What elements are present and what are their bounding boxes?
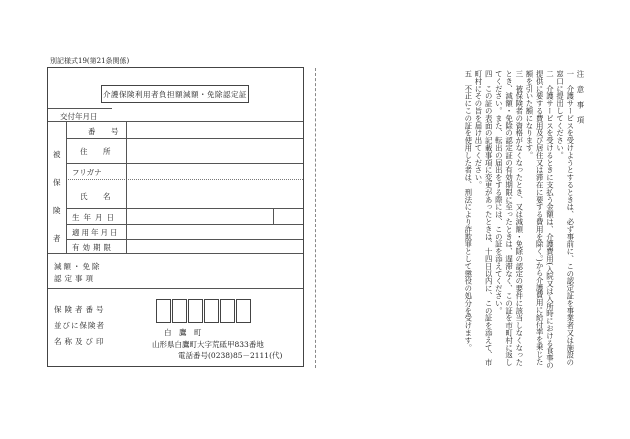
fold-line — [315, 68, 316, 368]
address-label: 住 所 — [80, 147, 115, 156]
valid-period-label: 有効期限 — [72, 243, 114, 252]
insurer-label-3: 名称及び印 — [54, 337, 107, 346]
divider — [66, 179, 303, 180]
insurer-address: 山形県白鷹町大字荒砥甲833番地 — [152, 340, 264, 349]
insurer-phone: 電話番号(0238)85－2111(代) — [178, 351, 283, 360]
insured-label-4: 者 — [53, 234, 61, 243]
insured-label-3: 険 — [53, 206, 61, 215]
notes-panel — [325, 70, 585, 370]
certificate-card — [47, 67, 304, 367]
divider — [273, 208, 274, 224]
insurer-number-box — [204, 299, 219, 323]
exemption-label-1: 減額・免除 — [54, 262, 102, 271]
card-title: 介護保険利用者負担額減額・免除認定証 — [101, 85, 249, 103]
insurer-number-box — [172, 299, 187, 323]
divider — [48, 108, 112, 109]
start-date-label: 適用年月日 — [72, 228, 120, 237]
divider — [48, 288, 303, 289]
note-item-1: 一 介護サービスを受けようとするときは、必ず事前に、この認定証を事業者又は施設の窓口に提出してください。 — [555, 70, 575, 366]
insurer-number-box — [236, 299, 251, 323]
divider — [126, 121, 127, 253]
insurer-name: 白 鷹 町 — [164, 328, 202, 337]
furigana-label: フリガナ — [72, 168, 102, 177]
note-item-5: 五 不正にこの証を使用した者は、刑法により詐欺罪として懲役の処分を受けます。 — [463, 70, 473, 352]
name-label: 氏 名 — [80, 192, 115, 201]
divider — [66, 163, 303, 164]
divider — [66, 224, 303, 225]
exemption-label-2: 認定事項 — [54, 274, 96, 283]
insured-label-1: 被 — [53, 150, 61, 159]
issue-date-label: 交付年月日 — [60, 112, 98, 121]
insured-label-2: 保 — [53, 178, 61, 187]
insurer-label-2: 並びに保険者 — [54, 321, 105, 330]
divider — [66, 208, 303, 209]
notes-title: 注意事項 — [576, 70, 585, 132]
note-item-2: 二 介護サービスを受けるときに支払う金額は、介護費用(入院又は入所時における食事の提供に要する費用及び居住又は滞在に要する費用を除く。)から介護費用に給付率を乗じた額を引いた額になります。 — [524, 70, 555, 369]
birthdate-label: 生年月日 — [72, 213, 118, 222]
divider — [66, 138, 303, 139]
form-number-heading: 別記様式19(第21条関係) — [50, 57, 130, 65]
insurer-number-box — [220, 299, 235, 323]
note-item-4: 四 この証の表面の記載事項に変更があったときは、十四日以内に、この証を添えて、市町村にその旨を届け出てください。 — [473, 70, 494, 366]
insurer-label-1: 保険者番号 — [54, 305, 107, 314]
number-label: 番 号 — [88, 127, 123, 136]
divider — [48, 253, 303, 254]
divider — [66, 239, 303, 240]
divider — [66, 121, 67, 253]
note-item-3: 三 被保険者の資格がなくなったとき、又は減額・免除の認定の要件に該当しなくなったとき、減額・免除の認定証の有効期限に至ったときは、遅滞なく、この証を市町村に返してください。また、転出の届出をする際には、この証を添えてください。 — [494, 70, 524, 366]
insurer-number-box — [156, 299, 171, 323]
insurer-number-box — [188, 299, 203, 323]
